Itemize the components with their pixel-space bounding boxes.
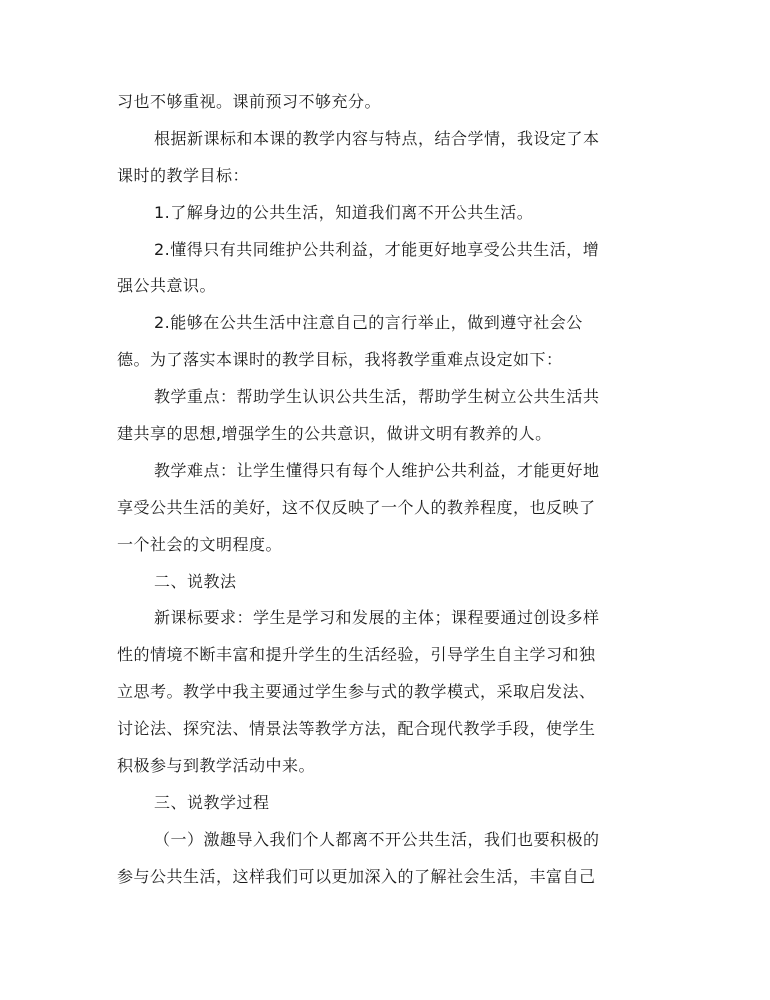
text-line: 一个社会的文明程度。 (117, 534, 283, 554)
text-line: 性的情境不断丰富和提升学生的生活经验，引导学生自主学习和独 (117, 645, 596, 665)
text-line: 1.了解身边的公共生活，知道我们离不开公共生活。 (154, 202, 534, 222)
text-line: 根据新课标和本课的教学内容与特点，结合学情，我设定了本 (154, 128, 600, 148)
text-line: 积极参与到教学活动中来。 (117, 756, 316, 776)
text-line: 三、说教学过程 (154, 792, 270, 812)
text-line: 课时的教学目标： (117, 165, 250, 185)
text-line: 建共享的思想,增强学生的公共意识，做讲文明有教养的人。 (117, 424, 552, 444)
text-line: 讨论法、探究法、情景法等教学方法，配合现代教学手段，使学生 (117, 719, 596, 739)
text-line: 2.懂得只有共同维护公共利益，才能更好地享受公共生活，增 (154, 239, 600, 259)
text-line: 德。为了落实本课时的教学目标，我将教学重难点设定如下： (117, 350, 563, 370)
text-line: 教学重点：帮助学生认识公共生活，帮助学生树立公共生活共 (154, 387, 600, 407)
text-line: 立思考。教学中我主要通过学生参与式的教学模式，采取启发法、 (117, 682, 596, 702)
text-line: （一）激趣导入我们个人都离不开公共生活，我们也要积极的 (154, 829, 600, 849)
document-body (117, 84, 657, 896)
text-line: 习也不够重视。课前预习不够充分。 (117, 92, 382, 111)
text-line: 教学难点：让学生懂得只有每个人维护公共利益，才能更好地 (154, 460, 600, 480)
text-line: 2.能够在公共生活中注意自己的言行举止，做到遵守社会公 (154, 313, 583, 333)
text-line: 新课标要求：学生是学习和发展的主体；课程要通过创设多样 (154, 608, 600, 628)
text-line: 享受公共生活的美好，这不仅反映了一个人的教养程度，也反映了 (117, 497, 596, 517)
text-line: 强公共意识。 (117, 276, 217, 296)
text-line: 二、说教法 (154, 571, 237, 591)
text-line: 参与公共生活，这样我们可以更加深入的了解社会生活，丰富自己 (117, 866, 596, 886)
